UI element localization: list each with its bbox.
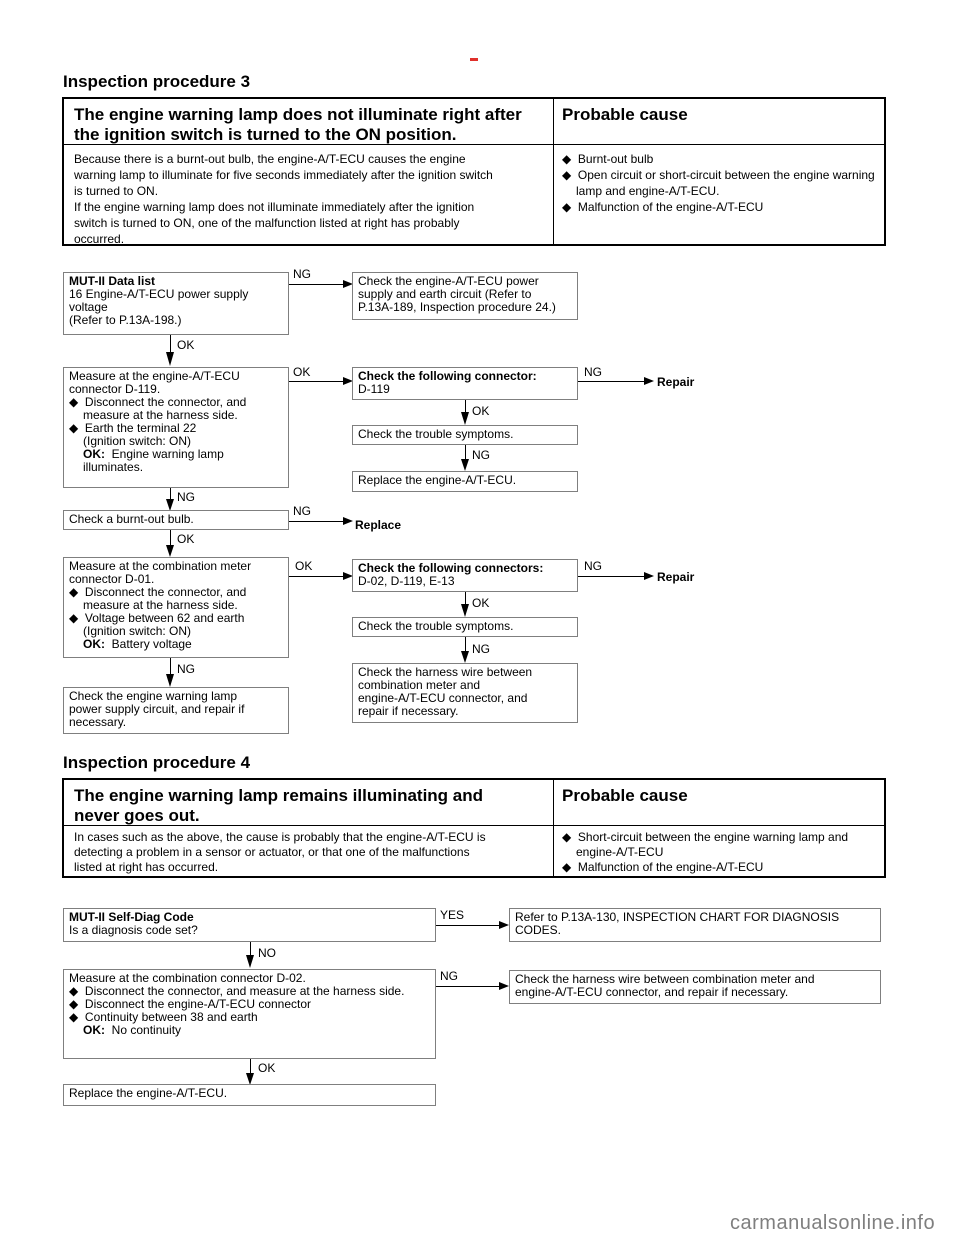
check-harness-wire-box: Check the harness wire between combination meter and engine-A/T-ECU connector, and repair if necessary. — [509, 970, 881, 1004]
ok-label: OK — [177, 532, 195, 546]
cause-item: ◆ Burnt-out bulb — [562, 152, 654, 166]
ok-label: OK — [472, 404, 490, 418]
check-burnt-out-bulb-box: Check a burnt-out bulb. — [63, 510, 289, 530]
probable-cause-header: Probable cause — [562, 105, 688, 124]
arrow-down-icon — [165, 352, 175, 366]
ok-label: OK — [177, 338, 195, 352]
arrow-down-icon — [460, 459, 470, 471]
ok-label: OK — [472, 596, 490, 610]
replace-ecu-box: Replace the engine-A/T-ECU. — [63, 1084, 436, 1106]
ng-label: NG — [177, 662, 195, 676]
arrow-right-icon — [499, 920, 509, 930]
procedure-4-table — [62, 778, 886, 878]
cause-item: ◆ Short-circuit between the engine warning lamp and engine-A/T-ECU — [562, 830, 849, 859]
procedure-4-heading: Inspection procedure 4 — [63, 753, 251, 772]
arrow-right-icon — [644, 571, 654, 581]
ok-label: OK — [293, 365, 311, 379]
procedure-4-description: In cases such as the above, the cause is probably that the engine-A/T-ECU is detecting a problem in a sensor or actuator, or that one of the malfunctions listed at right has occurred. — [74, 830, 486, 874]
replace-action: Replace — [355, 518, 402, 532]
yes-label: YES — [440, 908, 465, 922]
watermark: carmanualsonline.info — [730, 1212, 936, 1234]
procedure-3-description: Because there is a burnt-out bulb, the engine-A/T-ECU causes the engine warning lamp to illuminate for five seconds immediately after the ignition switch is turned to ON. If the engine warning lamp does not illuminate immediately after the ignition switch is turned to ON, one of the malfunction listed at right has probably occurred. — [74, 152, 493, 246]
procedure-3-table — [62, 97, 886, 246]
arrow-right-icon — [343, 516, 353, 526]
cause-item: ◆ Open circuit or short-circuit between the engine warning lamp and engine-A/T-ECU. — [562, 168, 875, 198]
cause-item: ◆ Malfunction of the engine-A/T-ECU — [562, 860, 764, 874]
arrow-down-icon — [460, 604, 470, 617]
replace-ecu-box: Replace the engine-A/T-ECU. — [352, 471, 578, 492]
ok-label: OK — [295, 559, 313, 573]
procedure-4-causes — [562, 830, 877, 875]
arrow-right-icon — [644, 376, 654, 386]
probable-cause-header: Probable cause — [562, 786, 688, 805]
check-harness-wire-box: Check the harness wire between combination meter and engine-A/T-ECU connector, and repair if necessary. — [352, 663, 578, 723]
repair-action: Repair — [657, 570, 695, 584]
arrow-down-icon — [460, 412, 470, 425]
no-label: NO — [258, 946, 276, 960]
ng-label: NG — [293, 267, 311, 281]
check-trouble-symptoms-box: Check the trouble symptoms. — [352, 425, 578, 445]
ng-label: NG — [584, 365, 602, 379]
measure-combination-connector-box: Measure at the combination connector D-02. ◆ Disconnect the connector, and measure at the harness side. ◆ Disconnect the engine-A/T-ECU connector ◆ Continuity between 38 and earth OK: No continuity — [63, 969, 436, 1059]
arrow-down-icon — [165, 545, 175, 557]
arrow-down-icon — [165, 674, 175, 687]
mut-data-list-box: MUT-II Data list 16 Engine-A/T-ECU power supply voltage (Refer to P.13A-198.) — [63, 272, 289, 335]
check-lamp-power-supply-box: Check the engine warning lamp power supply circuit, and repair if necessary. — [63, 687, 289, 734]
measure-ecu-connector-box: Measure at the engine-A/T-ECU connector D-119. ◆ Disconnect the connector, and measure at the harness side. ◆ Earth the terminal 22 (Ignition switch: ON) OK: Engine warning lamp illuminates. — [63, 367, 289, 488]
measure-combination-meter-box: Measure at the combination meter connector D-01. ◆ Disconnect the connector, and measure at the harness side. ◆ Voltage between 62 and earth (Ignition switch: ON) OK: Battery voltage — [63, 557, 289, 658]
mut-self-diag-box: MUT-II Self-Diag Code Is a diagnosis code set? — [63, 908, 436, 942]
procedure-3-heading: Inspection procedure 3 — [63, 72, 251, 91]
page-marker — [470, 58, 478, 61]
ng-label: NG — [472, 448, 490, 462]
arrow-right-icon — [499, 981, 509, 991]
arrow-down-icon — [245, 955, 255, 968]
ng-label: NG — [440, 969, 458, 983]
check-trouble-symptoms-box: Check the trouble symptoms. — [352, 617, 578, 637]
ng-label: NG — [472, 642, 490, 656]
ng-label: NG — [177, 490, 195, 504]
cause-item: ◆ Malfunction of the engine-A/T-ECU — [562, 200, 764, 214]
refer-inspection-chart-box: Refer to P.13A-130, INSPECTION CHART FOR DIAGNOSIS CODES. — [509, 908, 881, 942]
ng-label: NG — [293, 504, 311, 518]
ok-label: OK — [258, 1061, 276, 1075]
check-connector-d119-box: Check the following connector: D-119 — [352, 367, 578, 400]
ng-label: NG — [584, 559, 602, 573]
check-power-supply-box: Check the engine-A/T-ECU power supply and earth circuit (Refer to P.13A-189, Inspection procedure 24.) — [352, 272, 578, 320]
check-connectors-box: Check the following connectors: D-02, D-119, E-13 — [352, 559, 578, 592]
arrow-down-icon — [460, 651, 470, 663]
procedure-4-title: The engine warning lamp remains illuminating and never goes out. — [74, 786, 484, 825]
procedure-3-causes — [562, 151, 877, 215]
procedure-3-title: The engine warning lamp does not illuminate right after the ignition switch is turned to the ON position. — [74, 105, 522, 144]
repair-action: Repair — [657, 375, 695, 389]
